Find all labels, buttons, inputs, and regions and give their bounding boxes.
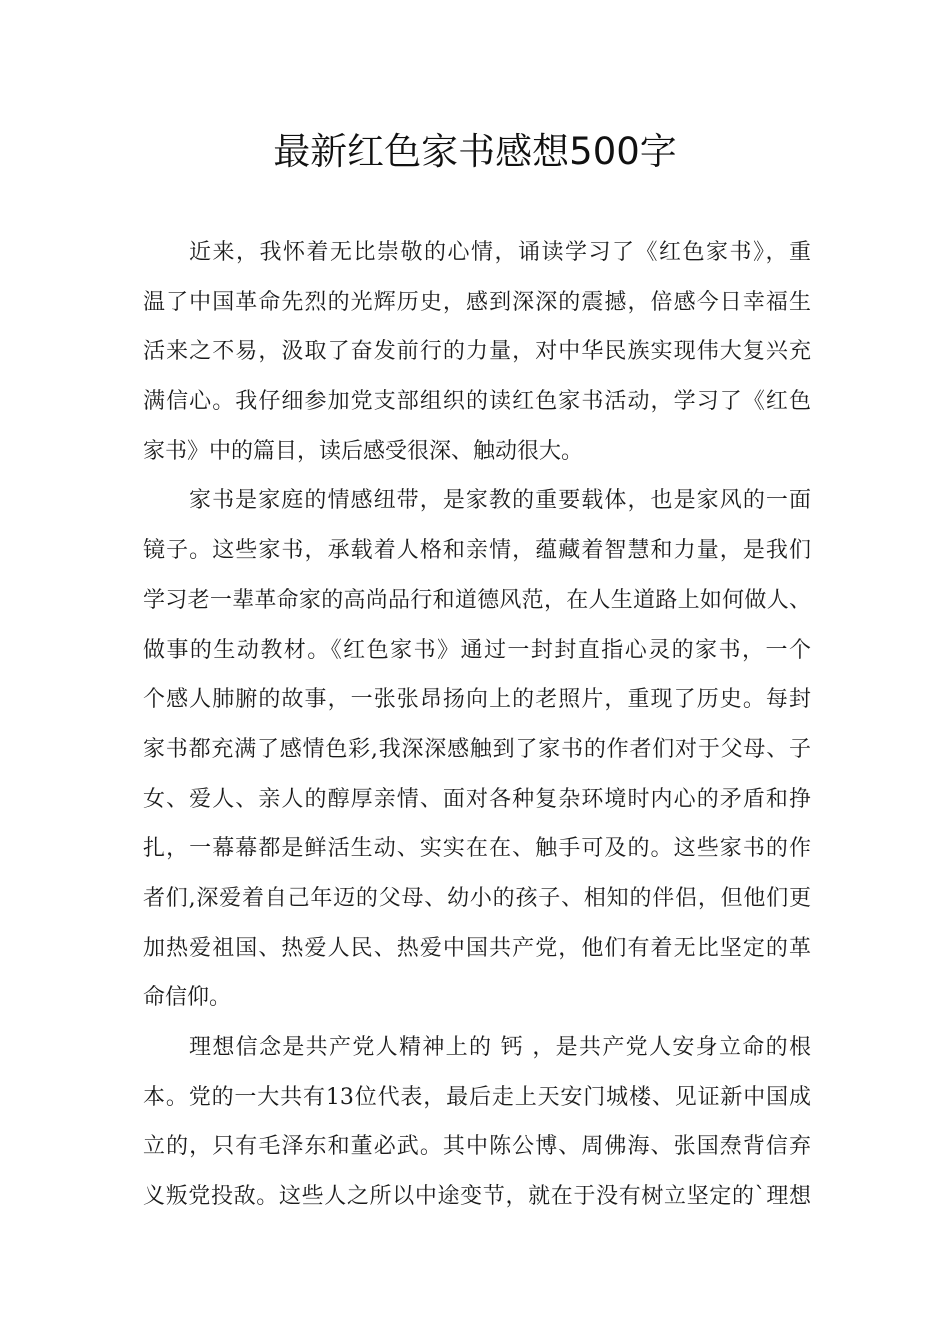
text-line: 义叛党投敌。这些人之所以中途变节，就在于没有树立坚定的`理想 [143,1184,811,1210]
text-line: 家书》中的篇目，读后感受很深、触动很大。 [143,438,584,464]
paragraph-3 [143,1023,811,1222]
text-line: 活来之不易，汲取了奋发前行的力量，对中华民族实现伟大复兴充 [143,339,811,365]
text-line: 学习老一辈革命家的高尚品行和道德风范，在人生道路上如何做人、 [143,587,811,613]
text-line: 理想信念是共产党人精神上的 钙 ，是共产党人安身立命的根 [189,1035,811,1060]
document-body [143,228,811,1222]
text-line: 加热爱祖国、热爱人民、热爱中国共产党，他们有着无比坚定的革 [143,935,811,961]
paragraph-1 [143,228,811,476]
text-line: 女、爱人、亲人的醇厚亲情、面对各种复杂环境时内心的矛盾和挣 [143,786,811,812]
text-line: 温了中国革命先烈的光辉历史，感到深深的震撼，倍感今日幸福生 [143,289,811,315]
text-line: 命信仰。 [143,985,232,1011]
text-line: 镜子。这些家书，承载着人格和亲情，蕴藏着智慧和力量，是我们 [143,538,811,564]
text-line: 本。党的一大共有13位代表，最后走上天安门城楼、见证新中国成 [143,1084,811,1110]
text-line: 者们,深爱着自己年迈的父母、幼小的孩子、相知的伴侣，但他们更 [143,885,811,911]
text-line: 个感人肺腑的故事，一张张昂扬向上的老照片，重现了历史。每封 [143,687,811,713]
text-line: 做事的生动教材。《红色家书》通过一封封直指心灵的家书，一个 [143,637,811,663]
text-line: 扎，一幕幕都是鲜活生动、实实在在、触手可及的。这些家书的作 [143,836,811,862]
paragraph-2 [143,476,811,1023]
document-title: 最新红色家书感想500字 [273,130,677,173]
text-line: 立的，只有毛泽东和董必武。其中陈公博、周佛海、张国焘背信弃 [143,1134,811,1160]
text-line: 家书都充满了感情色彩,我深深感触到了家书的作者们对于父母、子 [143,736,811,762]
text-line: 近来，我怀着无比崇敬的心情，诵读学习了《红色家书》，重 [189,240,811,265]
text-line: 满信心。我仔细参加党支部组织的读红色家书活动，学习了《红色 [143,389,811,415]
text-line: 家书是家庭的情感纽带，是家教的重要载体，也是家风的一面 [189,488,811,514]
